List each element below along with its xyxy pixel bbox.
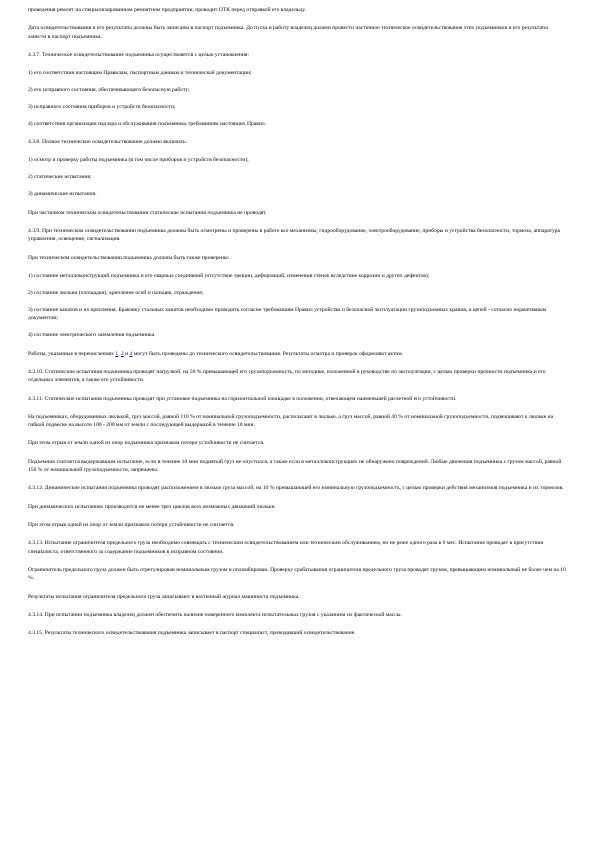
list-item: 4) соответствия организации надзора и обслуживания подъемника требованиям настоящих Правил.: [28, 121, 267, 128]
paragraph-4-3-14: 4.3.14. При испытании подъемника владелец должен обеспечить наличие поверенного комплекта испытательных грузов с указанием их фактической массы.: [28, 611, 402, 618]
list-item: 3) состояние канатов и их крепления. Браковку стальных канатов необходимо проводить согласно требованиям Правил устройства и безопасной эксплуатации грузоподъемных кранов, а цепей - согласно нормативным документам;: [28, 306, 547, 322]
paragraph-basket-load: На подъемниках, оборудованных люлькой, груз массой, равной 110 % от номинальной грузоподъемности, располагают в люльке, а груз массой, равной 40 % от номинальной грузоподъемности, подвешивают к люльке на гибкой подвеске на высоте 100 - 200 мм от земли с последующей выдержкой в течение 10 мин.: [28, 413, 554, 429]
link-separator: ,: [118, 350, 121, 357]
enumeration-link-2[interactable]: 2: [120, 350, 124, 357]
paragraph-support-lift: При этом отрыв одной из опор от земли признаком потери устойчивости не считается.: [28, 521, 235, 528]
paragraph-4-3-15: 4.3.15. Результаты технического освидетельствования подъемника записывает в паспорт специалист, проводивший освидетельствование.: [28, 629, 356, 636]
link-separator: и: [123, 350, 130, 357]
paragraph-4-3-13: 4.3.13. Испытание ограничителя предельного груза необходимо совмещать с техническим освидетельствованием или техническим обслуживанием, но не реже одного раза в 6 мес. Испытание проводят в присутствии специалиста, ответственного за содержание подъемников в исправном состоянии.: [28, 540, 544, 555]
paragraph-4-3-11: 4.3.11. Статические испытания подъемника проводят при установке подъемника на горизонтальной площадке в положении, отвечающем наименьшей расчетной его устойчивости.: [28, 395, 457, 402]
paragraph-4-3-10: 4.3.10. Статические испытания подъемника проводят нагрузкой, на 50 % превышающей его грузоподъемность, по методике, изложенной в руководстве по эксплуатации, с целью проверки прочности подъемника и его отдельных элементов, а также его устойчивости.: [28, 368, 546, 384]
paragraph-4-3-8: 4.3.8. Полное техническое освидетельствование должно включать:: [28, 139, 188, 146]
paragraph-test-passed: Подъемник считается выдержавшим испытание, если в течение 10 мин поднятый груз не опустился, а также если в металлоконструкциях не обнаружено повреждений. Любые движения подъемника с грузом массой, равной 150 % от номинальной грузоподъемности, запрещены.: [28, 458, 562, 474]
enumeration-link-1[interactable]: 1: [115, 350, 119, 357]
paragraph-works-refs: [28, 350, 567, 359]
paragraph-works-refs-pre: Работы, указанные в перечислениях: [28, 350, 116, 357]
paragraph-4-3-12: 4.3.12. Динамические испытания подъемника проводят расположением в люльке груза массой, на 10 % превышающей его номинальную грузоподъемность, с целью проверки действия механизмов подъемника и их тормозов.: [28, 485, 564, 492]
enumeration-link-4[interactable]: 4: [129, 350, 133, 357]
list-item: 3) исправного состояния приборов и устройств безопасности;: [28, 104, 176, 111]
list-item: 4) состояние электрического заземления подъемника.: [28, 332, 156, 339]
list-item: 2) его исправного состояния, обеспечивающего безопасную работу;: [28, 87, 190, 94]
paragraph-also-checked: При техническом освидетельствовании подъемника должны быть также проверены:: [28, 254, 230, 261]
list-item: 2) статические испытания;: [28, 174, 92, 181]
paragraph-partial-inspection: При частичном техническом освидетельствовании статические испытания подъемника не проводят.: [28, 209, 267, 216]
paragraph-intro: проведения ремонт на специализированном ремонтном предприятии, проводит ОТК перед отправкой его владельцу.: [28, 7, 306, 13]
paragraph-record-date: Дата освидетельствования и его результаты должны быть записаны в паспорт подъемника. До пуска в работу владелец должен провести частичное техническое освидетельствование этих подъемников и его результаты занести в паспорт подъемника.: [28, 25, 548, 40]
paragraph-dynamic-cycles: При динамических испытаниях производится не менее трех циклов всех возможных движений люльки.: [28, 503, 276, 510]
list-item: 3) динамические испытания.: [28, 191, 97, 198]
paragraph-4-3-7: 4.3.7. Техническое освидетельствование подъемника осуществляется с целью установления:: [28, 51, 249, 58]
list-item: 1) его соответствия настоящим Правилам, паспортным данным и технической документации;: [28, 70, 252, 77]
paragraph-limiter-adjust: Ограничитель предельного груза должен быть отрегулирован номинальным грузом и опломбирован. Проверку срабатывания ограничителя предельного груза проводят грузом, превышающим номинальный не более чем на 10 %.: [28, 566, 566, 582]
paragraph-works-refs-post: могут быть проведены до технического освидетельствования. Результаты осмотра и проверок оформляют актом.: [132, 350, 404, 357]
paragraph-stability-note: При этом отрыв от земли одной из опор подъемника признаком потери устойчивости не считается.: [28, 440, 265, 447]
paragraph-limiter-results: Результаты испытания ограничителя предельного груза записывают в вахтенный журнал машиниста подъемника.: [28, 593, 300, 600]
list-item: 1) осмотр и проверку работы подъемника (в том числе приборов и устройств безопасности);: [28, 157, 249, 164]
list-item: 2) состояние люльки (площадки), крепление осей и пальцев, ограждение;: [28, 289, 204, 296]
list-item: 1) состояние металлоконструкций подъемника и его сварных соединений (отсутствие трещин, деформаций, изменения стенок вследствие коррозии и других дефектов);: [28, 272, 430, 279]
paragraph-4-3-9: 4.3.9. При техническом освидетельствовании подъемника должны быть осмотрены и проверены в работе все механизмы, гидрооборудование, электрооборудование, приборы и устройства безопасности, тормоза, аппаратура управления, освещение, сигнализация.: [28, 227, 561, 243]
